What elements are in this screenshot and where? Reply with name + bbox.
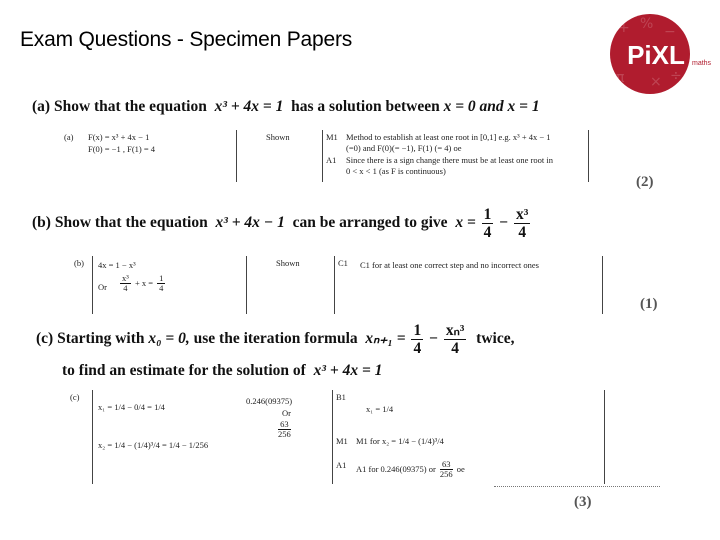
dotted-answer-line — [494, 486, 660, 487]
marks-c: (3) — [574, 494, 592, 510]
question-c-start: x₀ = 0, — [148, 330, 190, 348]
scheme-b-frac-left — [120, 274, 131, 294]
pi-symbol-icon: π — [616, 70, 625, 86]
question-c-iter-lhs: xₙ₊₁ = — [365, 330, 406, 348]
question-a-range: x = 0 and x = 1 — [443, 98, 540, 115]
fraction-numerator: 1 — [159, 273, 164, 283]
scheme-c-b1-text: x₁ = 1/4 — [366, 404, 394, 414]
marks-b: (1) — [640, 296, 658, 312]
divider — [92, 390, 93, 484]
fraction-numerator: 1 — [483, 206, 492, 223]
question-c-line2 — [62, 362, 382, 380]
divide-symbol-icon: ÷ — [670, 68, 682, 84]
scheme-a-line1: F(x) = x³ + 4x − 1 — [88, 132, 150, 142]
question-c-twice: twice, — [476, 330, 515, 348]
question-c — [36, 322, 514, 357]
marks-a: (2) — [636, 174, 654, 190]
question-b — [32, 206, 532, 241]
question-a — [32, 98, 540, 116]
fraction-denominator: 4 — [483, 224, 492, 242]
scheme-b-line1: 4x = 1 − x³ — [98, 260, 136, 270]
fraction-denominator: 4 — [413, 340, 422, 358]
fraction-denominator: 4 — [123, 283, 128, 294]
divider — [246, 256, 247, 314]
scheme-b-or: Or — [98, 282, 107, 292]
scheme-a-line2: F(0) = −1 , F(1) = 4 — [88, 144, 156, 154]
question-c-text-mid: use the iteration formula — [193, 330, 358, 348]
logo-circle — [610, 14, 690, 94]
divider — [322, 130, 323, 182]
question-c-label: (c) — [36, 330, 54, 348]
fraction-numerator: x³ — [122, 273, 129, 283]
scheme-c-x2: x₂ = 1/4 − (1/4)³/4 = 1/4 − 1/256 — [98, 440, 209, 450]
question-b-lhs: x = — [455, 214, 476, 232]
fraction-denominator: 4 — [159, 283, 164, 294]
question-a-text-mid: has a solution between — [291, 98, 440, 115]
divider — [602, 256, 603, 314]
minus-symbol-icon: − — [664, 24, 676, 40]
scheme-c-or: Or — [282, 408, 291, 418]
scheme-c-a1-oe: oe — [456, 463, 465, 474]
pixl-logo — [606, 8, 716, 96]
question-a-text-pre: Show that the equation — [53, 98, 207, 115]
fraction-denominator: 4 — [518, 224, 527, 242]
fraction-numerator: xₙ³ — [445, 322, 465, 339]
scheme-c-x1: x₁ = 1/4 − 0/4 = 1/4 — [98, 402, 165, 412]
question-b-fraction-2 — [514, 206, 530, 241]
question-b-text-mid: can be arranged to give — [292, 214, 448, 232]
divider — [604, 390, 605, 484]
fraction-denominator: 256 — [278, 429, 291, 440]
scheme-b-line2 — [118, 274, 167, 294]
scheme-c-m1-text: M1 for x₂ = 1/4 − (1/4)³/4 — [356, 436, 444, 446]
question-c-line2-eq: x³ + 4x = 1 — [313, 362, 383, 379]
divider — [236, 130, 237, 182]
question-a-equation: x³ + 4x = 1 — [214, 98, 284, 115]
scheme-b-c1-text: C1 for at least one correct step and no incorrect ones — [360, 260, 539, 270]
times-symbol-icon: × — [650, 74, 662, 90]
scheme-c-label: (c) — [70, 392, 80, 402]
divider — [334, 256, 335, 314]
question-b-minus: − — [499, 214, 509, 232]
question-c-minus: − — [429, 330, 438, 348]
page-title: Exam Questions - Specimen Papers — [20, 28, 353, 51]
scheme-b-shown: Shown — [276, 258, 300, 268]
question-b-text-pre: Show that the equation — [54, 214, 208, 232]
question-b-equation: x³ + 4x − 1 — [215, 214, 285, 232]
fraction-numerator: 63 — [440, 460, 453, 470]
fraction-numerator: x³ — [516, 206, 529, 223]
question-c-fraction-1 — [411, 322, 423, 357]
logo-text: PiXL — [627, 40, 685, 70]
question-c-text-pre: Starting with — [57, 330, 145, 348]
scheme-c-b1: B1 — [336, 392, 346, 402]
percent-symbol-icon: % — [640, 16, 654, 32]
scheme-a-shown: Shown — [266, 132, 290, 142]
scheme-a-m1-text: Method to establish at least one root in [0,1] e.g. x³ + 4x − 1 — [346, 132, 551, 142]
scheme-a-a1-text2: 0 < x < 1 (as F is continuous) — [346, 166, 446, 176]
question-c-fraction-2 — [444, 322, 467, 357]
scheme-a-m1-text2: (=0) and F(0)(= −1), F(1) (= 4) oe — [346, 143, 462, 153]
scheme-a-a1-text: Since there is a sign change there must be at least one root in — [346, 155, 554, 165]
scheme-c-a1: A1 — [336, 460, 347, 470]
scheme-c-answer: 0.246(09375) — [246, 396, 293, 406]
scheme-b-c1: C1 — [338, 258, 348, 268]
scheme-b-label: (b) — [74, 258, 84, 268]
scheme-a-a1: A1 — [326, 155, 337, 165]
scheme-c-m1: M1 — [336, 436, 348, 446]
scheme-c-a1-label: A1 for 0.246(09375) or — [356, 463, 436, 474]
divider — [92, 256, 93, 314]
question-b-fraction-1 — [482, 206, 494, 241]
divider — [588, 130, 589, 182]
divider — [332, 390, 333, 484]
fraction-denominator: 4 — [451, 340, 459, 358]
scheme-c-fraction — [276, 420, 293, 440]
scheme-c-frac — [278, 420, 291, 440]
scheme-c-a1-text — [356, 460, 465, 480]
scheme-a-m1: M1 — [326, 132, 338, 142]
question-c-line2-pre: to find an estimate for the solution of — [62, 362, 306, 379]
scheme-b-mid: + x = — [134, 277, 154, 288]
scheme-c-a1-frac — [440, 460, 453, 480]
question-b-label: (b) — [32, 214, 51, 232]
question-a-label: (a) — [32, 98, 51, 115]
plus-symbol-icon: + — [618, 20, 630, 36]
logo-subtext: maths — [692, 60, 712, 67]
scheme-b-frac-right — [157, 274, 165, 294]
fraction-denominator: 256 — [439, 469, 453, 480]
fraction-numerator: 63 — [278, 420, 291, 430]
scheme-a-label: (a) — [64, 132, 74, 142]
fraction-numerator: 1 — [413, 322, 422, 339]
